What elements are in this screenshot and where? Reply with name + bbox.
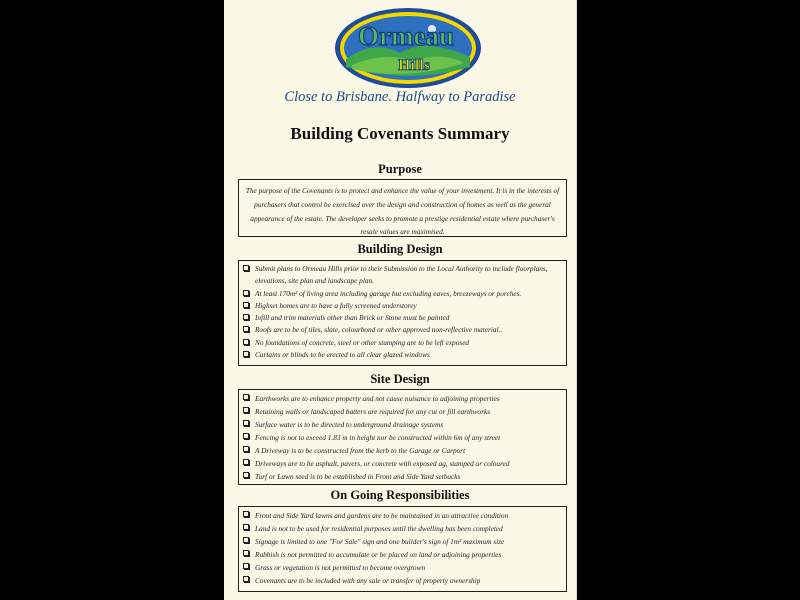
ongoing-list xyxy=(239,507,566,587)
ongoing-heading: On Going Responsibilities xyxy=(330,488,470,502)
ongoing-box xyxy=(238,506,567,592)
checkbox-icon xyxy=(243,472,249,478)
site-design-box xyxy=(238,389,567,485)
checkbox-icon xyxy=(243,351,249,357)
list-item: Curtains or blinds to be erected to all clear glazed windows xyxy=(243,349,561,361)
checkbox-icon xyxy=(243,563,249,569)
checkbox-icon xyxy=(243,302,249,308)
list-item: Turf or Lawn seed is to be established in Front and Side Yard setbacks xyxy=(243,470,561,483)
list-item: Retaining walls or landscaped batters are required for any cut or fill earthworks xyxy=(243,405,561,418)
checkbox-icon xyxy=(243,576,249,582)
checkbox-icon xyxy=(243,511,249,517)
list-item: No foundations of concrete, steel or other stumping are to be left exposed xyxy=(243,337,561,349)
checkbox-icon xyxy=(243,433,249,439)
site-design-heading: Site Design xyxy=(370,372,430,386)
checkbox-icon xyxy=(243,339,249,345)
page-edge-shadow xyxy=(576,0,577,600)
list-item: Highset homes are to have a fully screened understorey xyxy=(243,300,561,312)
building-design-box xyxy=(238,260,567,366)
list-item: Grass or vegetation is not permitted to become overgrown xyxy=(243,561,561,574)
list-item: Driveways are to be asphalt, pavers, or concrete with exposed ag, stamped or coloured xyxy=(243,457,561,470)
list-item: Roofs are to be of tiles, slate, colourbond or other approved non-reflective material.. xyxy=(243,324,561,336)
building-design-list xyxy=(239,261,566,361)
list-item: Rubbish is not permitted to accumulate or be placed on land or adjoining properties xyxy=(243,548,561,561)
checkbox-icon xyxy=(243,537,249,543)
list-item: Land is not to be used for residential purposes until the dwelling has been completed xyxy=(243,522,561,535)
checkbox-icon xyxy=(243,550,249,556)
purpose-box xyxy=(238,179,567,237)
checkbox-icon xyxy=(243,420,249,426)
brochure-page xyxy=(224,0,576,600)
list-item: Signage is limited to one "For Sale" sign and one builder's sign of 1m² maximum size xyxy=(243,535,561,548)
list-item: Fencing is not to exceed 1.83 m in height nor be constructed within 6m of any street xyxy=(243,431,561,444)
checkbox-icon xyxy=(243,265,249,271)
list-item: Covenants are to be included with any sale or transfer of property ownership xyxy=(243,574,561,587)
checkbox-icon xyxy=(243,314,249,320)
logo-word-hills: Hills xyxy=(397,57,431,74)
list-item: Submit plans to Ormeau Hills prior to their Submission to the Local Authority to include floorplans, elevations, site plan and landscape plan. xyxy=(243,263,561,288)
checkbox-icon xyxy=(243,446,249,452)
ormeau-hills-logo xyxy=(334,7,482,89)
tagline: Close to Brisbane. Halfway to Paradise xyxy=(284,89,516,105)
checkbox-icon xyxy=(243,326,249,332)
site-design-list xyxy=(239,390,566,483)
list-item: Surface water is to be directed to underground drainage systems xyxy=(243,418,561,431)
checkbox-icon xyxy=(243,290,249,296)
checkbox-icon xyxy=(243,459,249,465)
checkbox-icon xyxy=(243,524,249,530)
list-item: Earthworks are to enhance property and not cause nuisance to adjoining properties xyxy=(243,392,561,405)
checkbox-icon xyxy=(243,407,249,413)
checkbox-icon xyxy=(243,394,249,400)
list-item: A Driveway is to be constructed from the kerb to the Garage or Carport xyxy=(243,444,561,457)
logo-word-ormeau: Ormeau xyxy=(358,21,454,51)
purpose-text: The purpose of the Covenants is to protect and enhance the value of your investment. It is in the interests of purchasers that control be exercised over the design and construction of homes as well as the general appearance of the estate. The developer seeks to promote a prestige residential estate where purchaser's resale values are maximised. xyxy=(245,186,560,237)
list-item: Infill and trim materials other than Brick or Stone must be painted xyxy=(243,312,561,324)
purpose-heading: Purpose xyxy=(378,162,422,176)
list-item: At least 170m² of living area including garage but excluding eaves, breezeways or porches. xyxy=(243,288,561,300)
list-item: Front and Side Yard lawns and gardens are to be maintained in an attractive condition xyxy=(243,509,561,522)
page-title: Building Covenants Summary xyxy=(290,124,510,143)
building-design-heading: Building Design xyxy=(357,242,443,256)
